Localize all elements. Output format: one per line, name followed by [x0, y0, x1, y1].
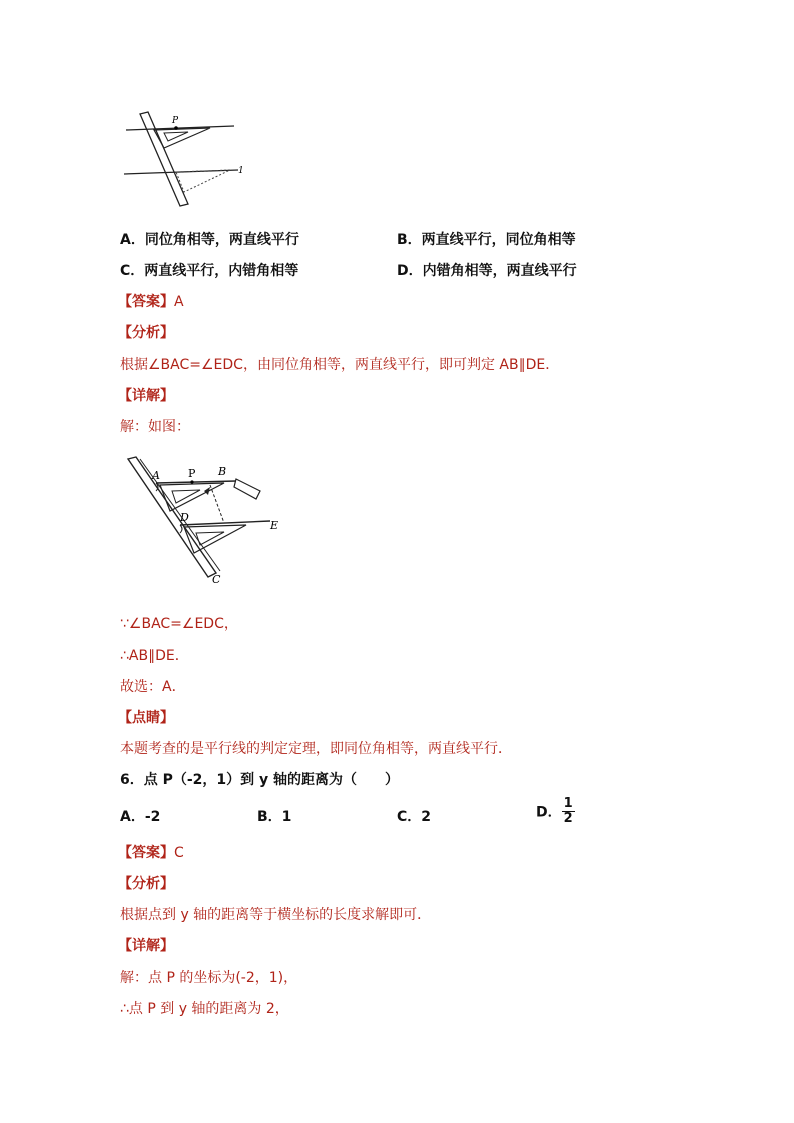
q6-analysis-tag: 【分析】 — [118, 876, 174, 892]
q6-option-c: C．2 — [397, 809, 432, 825]
q5-option-b: B．两直线平行，同位角相等 — [397, 232, 576, 248]
q6-option-d-fraction — [562, 797, 575, 826]
q6-stem: 6．点 P（-2，1）到 y 轴的距离为（ ） — [120, 772, 400, 788]
figure1-label-1: 1 — [238, 166, 244, 176]
figure2-label-a: A — [152, 469, 160, 482]
q6-detail-line-1: 解：点 P 的坐标为(-2，1)， — [120, 970, 298, 986]
q5-comment-text: 本题考查的是平行线的判定定理，即同位角相等，两直线平行． — [120, 741, 512, 757]
figure2-label-e: E — [270, 519, 279, 532]
q5-step-2: ∴AB∥DE． — [120, 648, 189, 664]
q5-analysis-text: 根据∠BAC=∠EDC，由同位角相等，两直线平行，即可判定 AB∥DE． — [120, 357, 560, 373]
q5-detail-intro: 解：如图： — [120, 419, 190, 435]
q6-option-d-numerator: 1 — [563, 796, 573, 811]
q6-detail-tag: 【详解】 — [118, 938, 174, 954]
q5-step-3: 故选：A． — [120, 679, 186, 695]
figure2-label-d: D — [180, 511, 189, 524]
q5-answer-value: A — [174, 294, 184, 310]
figure2-label-b: B — [218, 465, 227, 478]
q5-analysis-tag: 【分析】 — [118, 325, 174, 341]
figure2-label-p: P — [188, 467, 196, 480]
q6-answer-line — [118, 842, 184, 862]
q5-option-a: A．同位角相等，两直线平行 — [120, 232, 299, 248]
q6-option-d — [536, 797, 575, 826]
figure-ruler-setsquare — [118, 108, 258, 208]
q6-option-d-denominator: 2 — [563, 811, 573, 826]
q6-detail-line-2: ∴点 P 到 y 轴的距离为 2， — [120, 1001, 289, 1017]
q5-answer-tag: 【答案】 — [118, 294, 174, 310]
q5-detail-tag: 【详解】 — [118, 388, 174, 404]
q6-answer-tag: 【答案】 — [118, 845, 174, 861]
q6-option-b: B．1 — [257, 809, 292, 825]
q5-comment-tag: 【点睛】 — [118, 710, 174, 726]
figure1-label-p: P — [172, 116, 179, 126]
figure2-label-c: C — [212, 573, 221, 586]
q6-option-a: A．-2 — [120, 809, 161, 825]
figure-parallel-lines — [124, 455, 294, 590]
q5-step-1: ∵∠BAC=∠EDC， — [120, 616, 238, 632]
q6-option-d-prefix: D． — [536, 804, 562, 821]
q5-option-c: C．两直线平行，内错角相等 — [120, 263, 299, 279]
q6-analysis-text: 根据点到 y 轴的距离等于横坐标的长度求解即可． — [120, 907, 432, 923]
q6-answer-value: C — [174, 845, 184, 861]
q5-option-d: D．内错角相等，两直线平行 — [397, 263, 577, 279]
q5-answer-line — [118, 291, 184, 311]
